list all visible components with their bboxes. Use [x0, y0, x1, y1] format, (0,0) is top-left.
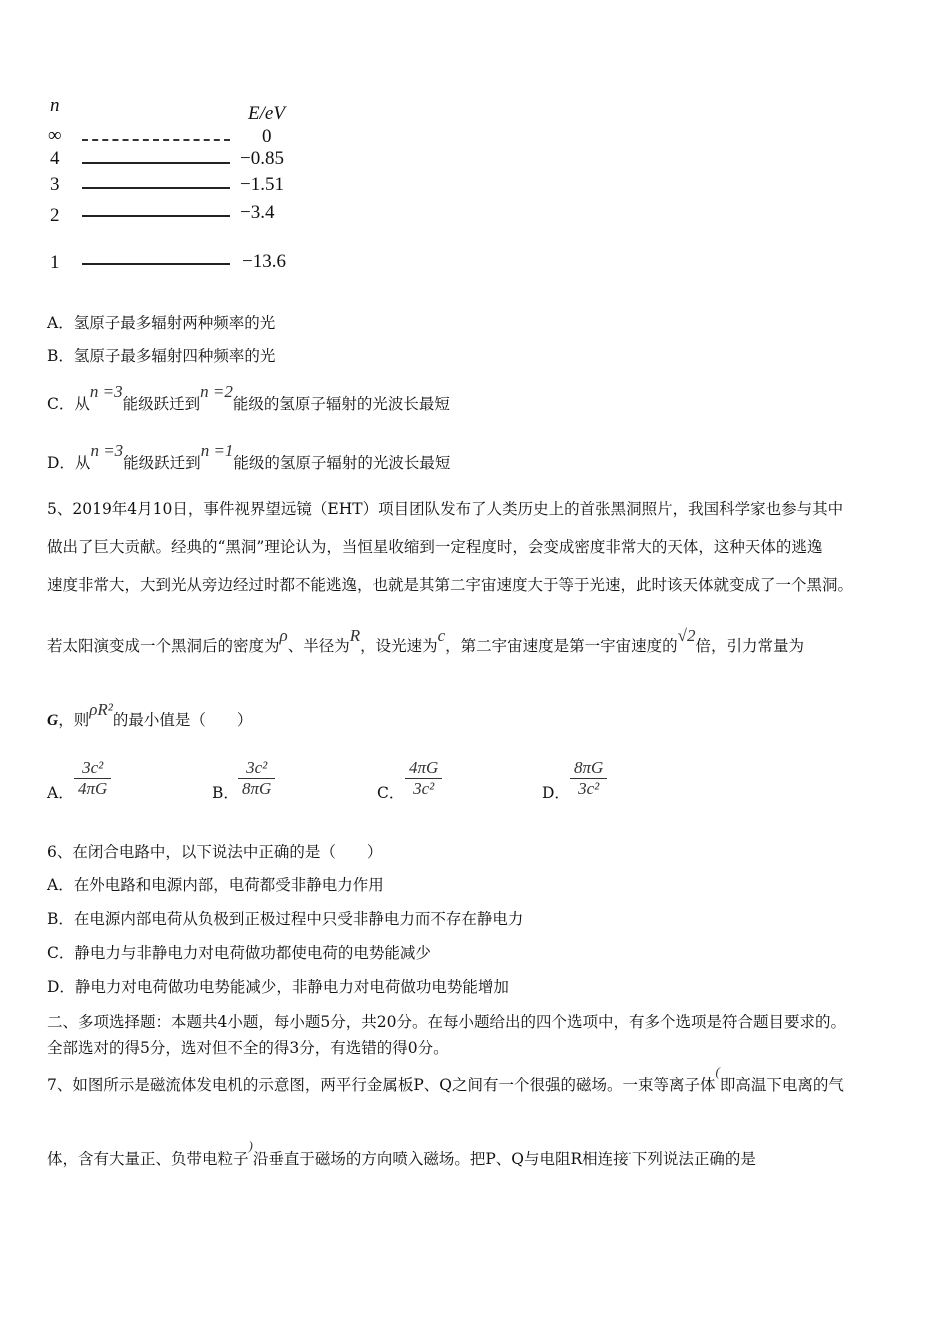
q5-l4-text-4: ，第二宇宙速度是第一宇宙速度的 — [445, 637, 678, 655]
level-e-1: −13.6 — [242, 251, 286, 272]
q7-line-2-text-1: 体，含有大量正、负带电粒子 — [47, 1150, 249, 1168]
q4-option-a: A．氢原子最多辐射两种频率的光 — [47, 314, 276, 332]
q5-option-a-denominator: 4πG — [74, 778, 111, 799]
q4-c-math-2: n =2 — [200, 382, 233, 401]
q5-line-2: 做出了巨大贡献。经典的“黑洞”理论认为，当恒星收缩到一定程度时，会变成密度非常大的天体，这种天体的逃逸 — [47, 538, 823, 556]
rho-symbol: ρ — [279, 626, 288, 645]
q5-option-a-numerator: 3c² — [82, 758, 104, 777]
level-line-1 — [82, 263, 230, 265]
q4-d-math-2: n =1 — [200, 441, 234, 460]
q4-option-c — [47, 382, 450, 414]
q5-option-b-denominator: 8πG — [238, 778, 275, 799]
gravity-constant-symbol: G — [47, 712, 59, 729]
q4-c-prefix: C．从 — [47, 395, 90, 413]
q5-option-a-fraction — [74, 758, 111, 799]
level-line-4 — [82, 162, 230, 164]
level-n-4: 4 — [50, 148, 60, 169]
q7-line-1-tail: 即高温下电离的气 — [719, 1076, 844, 1094]
q6-stem: 6、在闭合电路中，以下说法中正确的是（ ） — [47, 843, 383, 861]
q6-option-a: A．在外电路和电源内部，电荷都受非静电力作用 — [47, 876, 384, 894]
q5-option-b-fraction — [238, 758, 275, 799]
q7-dot: . — [628, 1142, 632, 1157]
section-2-heading-line-2: 全部选对的得5分，选对但不全的得3分，有选错的得0分。 — [47, 1039, 449, 1057]
level-e-4: −0.85 — [240, 148, 284, 169]
q5-line-1: 5、2019年4月10日，事件视界望远镜（EHT）项目团队发布了人类历史上的首张黑洞照片，我国科学家也参与其中 — [47, 500, 844, 518]
q4-d-suffix: 能级的氢原子辐射的光波长最短 — [233, 454, 451, 472]
q5-option-c-numerator: 4πG — [409, 758, 439, 777]
q5-option-d-label: D． — [542, 784, 570, 802]
q7-open-paren: ( — [715, 1064, 720, 1079]
level-n-infinity: ∞ — [48, 125, 62, 146]
q6-option-c: C．静电力与非静电力对电荷做功都使电荷的电势能减少 — [47, 944, 431, 962]
q6-option-b: B．在电源内部电荷从负极到正极过程中只受非静电力而不存在静电力 — [47, 910, 524, 928]
section-2-heading-line-1: 二、多项选择题：本题共4小题，每小题5分，共20分。在每小题给出的四个选项中，有多个选项是符合题目要求的。 — [47, 1013, 846, 1031]
q4-option-b: B．氢原子最多辐射四种频率的光 — [47, 347, 276, 365]
q5-l5-text-2: 的最小值是（ ） — [112, 711, 253, 729]
q5-option-c-denominator: 3c² — [405, 778, 442, 799]
q5-option-a-label: A． — [47, 784, 74, 802]
level-n-3: 3 — [50, 174, 60, 195]
q7-line-2-text-2: 沿垂直于磁场的方向喷入磁场。把P、Q与电阻R相连接 — [252, 1150, 629, 1168]
q4-option-d — [47, 441, 451, 473]
q5-option-c-fraction — [405, 758, 442, 799]
n-axis-label: n — [50, 95, 60, 116]
q5-option-d-denominator: 3c² — [570, 778, 607, 799]
q4-d-prefix: D．从 — [47, 454, 91, 472]
rho-r-squared-symbol: ρR² — [89, 700, 113, 719]
q4-c-math-1: n =3 — [89, 382, 123, 401]
q4-d-middle: 能级跃迁到 — [123, 454, 201, 472]
q5-option-c-label: C． — [377, 784, 405, 802]
q4-d-math-1: n =3 — [90, 441, 124, 460]
q4-c-middle: 能级跃迁到 — [122, 395, 201, 413]
q6-option-d: D．静电力对电荷做功电势能减少，非静电力对电荷做功电势能增加 — [47, 978, 509, 996]
q5-l4-text-1: 若太阳演变成一个黑洞后的密度为 — [47, 637, 280, 655]
q7-line-1 — [47, 1064, 844, 1095]
q7-close-paren: ) — [248, 1138, 253, 1153]
level-e-2: −3.4 — [240, 202, 275, 223]
q7-line-1-text: 7、如图所示是磁流体发电机的示意图，两平行金属板P、Q之间有一个很强的磁场。一束等离子体 — [47, 1076, 716, 1094]
level-e-infinity: 0 — [262, 126, 272, 147]
energy-level-diagram — [40, 95, 320, 285]
q5-option-b-label: B． — [212, 784, 239, 802]
level-n-2: 2 — [50, 205, 60, 226]
q5-option-d-numerator: 8πG — [574, 758, 604, 777]
light-speed-symbol: c — [437, 626, 446, 645]
q5-line-3: 速度非常大，大到光从旁边经过时都不能逃逸，也就是其第二宇宙速度大于等于光速，此时该天体就变成了一个黑洞。 — [47, 576, 854, 594]
q5-l4-text-5: 倍，引力常量为 — [695, 637, 805, 655]
level-line-3 — [82, 187, 230, 189]
level-line-2 — [82, 215, 230, 217]
q5-option-b-numerator: 3c² — [246, 758, 268, 777]
level-n-1: 1 — [50, 252, 60, 273]
sqrt2-symbol: √2 — [677, 626, 696, 645]
q5-line-4 — [47, 626, 805, 656]
level-line-infinity — [82, 139, 230, 141]
q4-c-suffix: 能级的氢原子辐射的光波长最短 — [232, 395, 450, 413]
level-e-3: −1.51 — [240, 174, 284, 195]
q7-line-2 — [47, 1138, 756, 1169]
q5-option-d-fraction — [570, 758, 607, 799]
energy-axis-label: E/eV — [248, 103, 285, 124]
q5-line-5 — [47, 700, 253, 730]
q5-l5-text-1: ，则 — [58, 711, 90, 729]
radius-symbol: R — [349, 626, 361, 645]
q5-l4-text-3: ，设光速为 — [360, 637, 438, 655]
q5-l4-text-2: 、半径为 — [287, 637, 350, 655]
q7-line-2-text-3: 下列说法正确的是 — [631, 1150, 756, 1168]
